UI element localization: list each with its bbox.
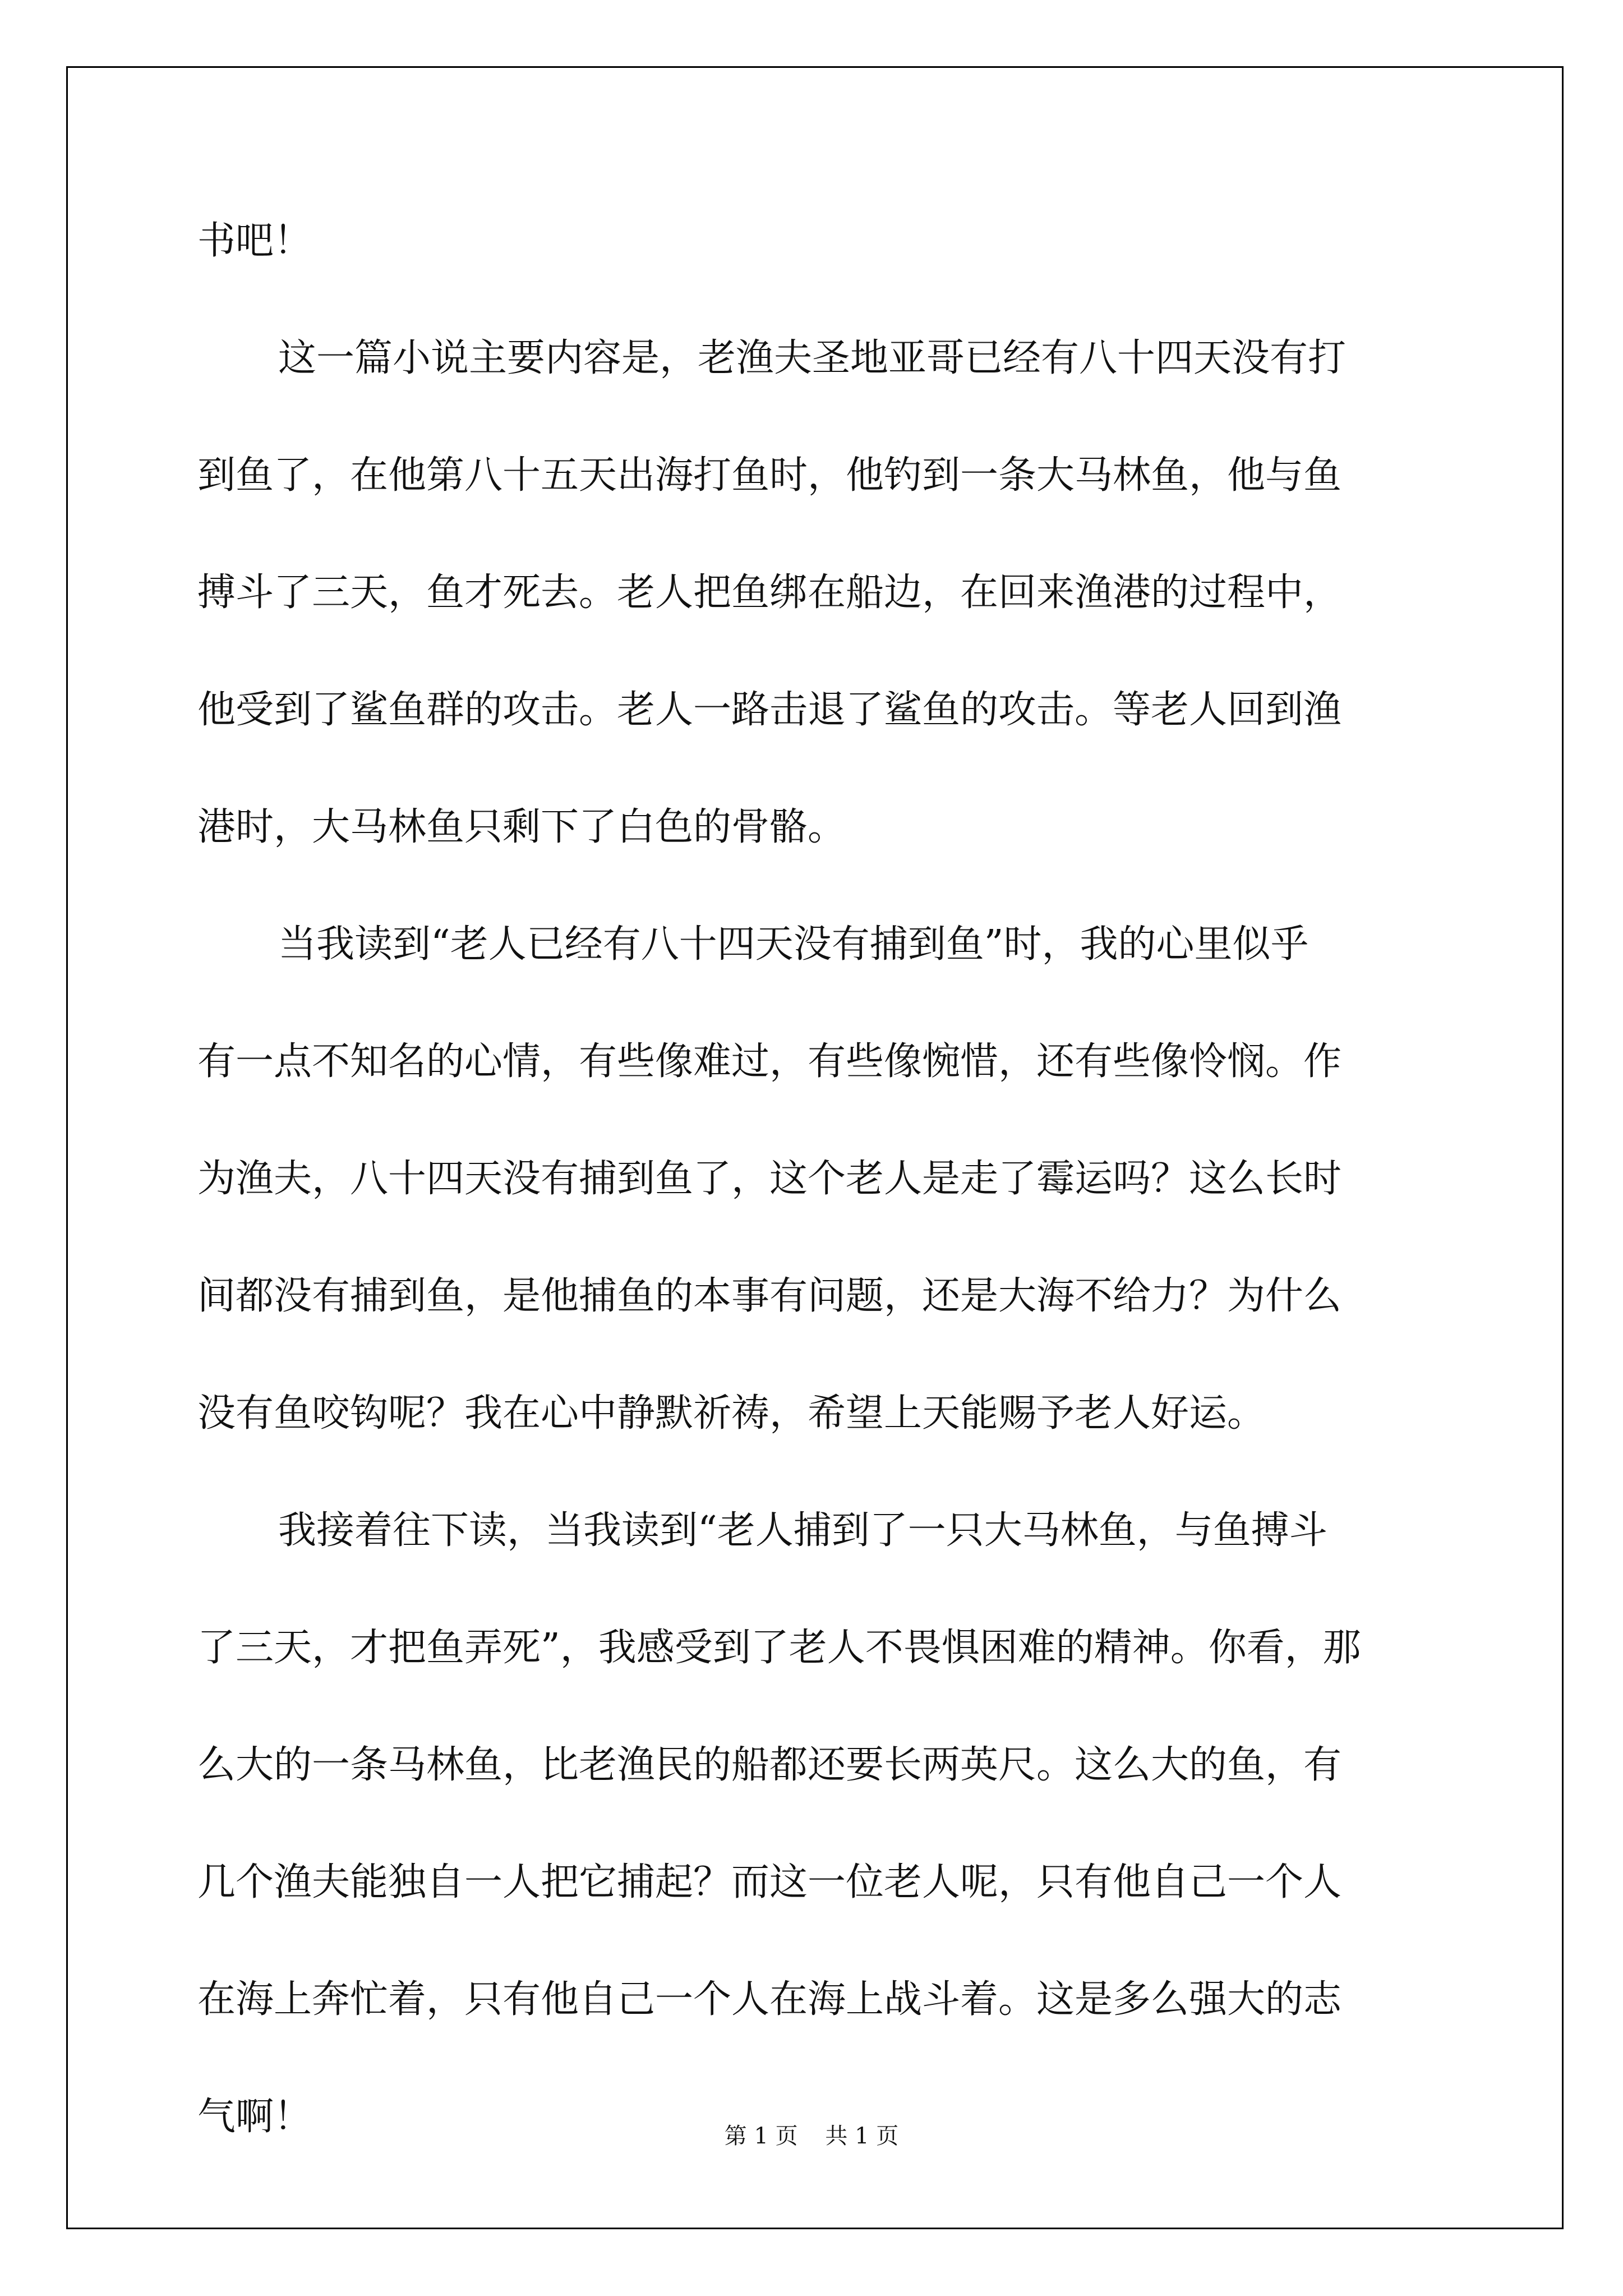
- page-total: 共 1 页: [825, 2123, 899, 2149]
- text-line: 了三天，才把鱼弄死”，我感受到了老人不畏惧困难的精神。你看，那: [197, 1626, 1361, 1670]
- page-footer: [0, 2119, 1623, 2153]
- text-line: 间都没有捕到鱼，是他捕鱼的本事有问题，还是大海不给力？为什么: [197, 1274, 1342, 1318]
- text-line: 气啊！: [197, 2095, 312, 2139]
- text-line: 没有鱼咬钩呢？我在心中静默祈祷，希望上天能赐予老人好运。: [197, 1391, 1266, 1435]
- text-line: 港时，大马林鱼只剩下了白色的骨骼。: [197, 805, 846, 849]
- text-line: 几个渔夫能独自一人把它捕起？而这一位老人呢，只有他自己一个人: [197, 1860, 1342, 1904]
- text-line: 书吧！: [197, 219, 312, 263]
- page-number: 第 1 页: [724, 2123, 798, 2149]
- text-line: 在海上奔忙着，只有他自己一个人在海上战斗着。这是多么强大的志: [197, 1977, 1342, 2022]
- text-line: 搏斗了三天，鱼才死去。老人把鱼绑在船边，在回来渔港的过程中，: [197, 570, 1342, 615]
- text-line: 有一点不知名的心情，有些像难过，有些像惋惜，还有些像怜悯。作: [197, 1039, 1342, 1084]
- paragraph-start-line: 当我读到“老人已经有八十四天没有捕到鱼”时，我的心里似乎: [278, 922, 1309, 967]
- text-line: 为渔夫，八十四天没有捕到鱼了，这个老人是走了霉运吗？这么长时: [197, 1157, 1342, 1201]
- document-body: [197, 202, 1431, 2195]
- text-line: 么大的一条马林鱼，比老渔民的船都还要长两英尺。这么大的鱼，有: [197, 1743, 1342, 1787]
- paragraph-start-line: 这一篇小说主要内容是，老渔夫圣地亚哥已经有八十四天没有打: [278, 336, 1347, 380]
- text-line: 他受到了鲨鱼群的攻击。老人一路击退了鲨鱼的攻击。等老人回到渔: [197, 688, 1342, 732]
- paragraph-start-line: 我接着往下读，当我读到“老人捕到了一只大马林鱼，与鱼搏斗: [278, 1508, 1327, 1553]
- text-line: 到鱼了，在他第八十五天出海打鱼时，他钓到一条大马林鱼，他与鱼: [197, 453, 1342, 498]
